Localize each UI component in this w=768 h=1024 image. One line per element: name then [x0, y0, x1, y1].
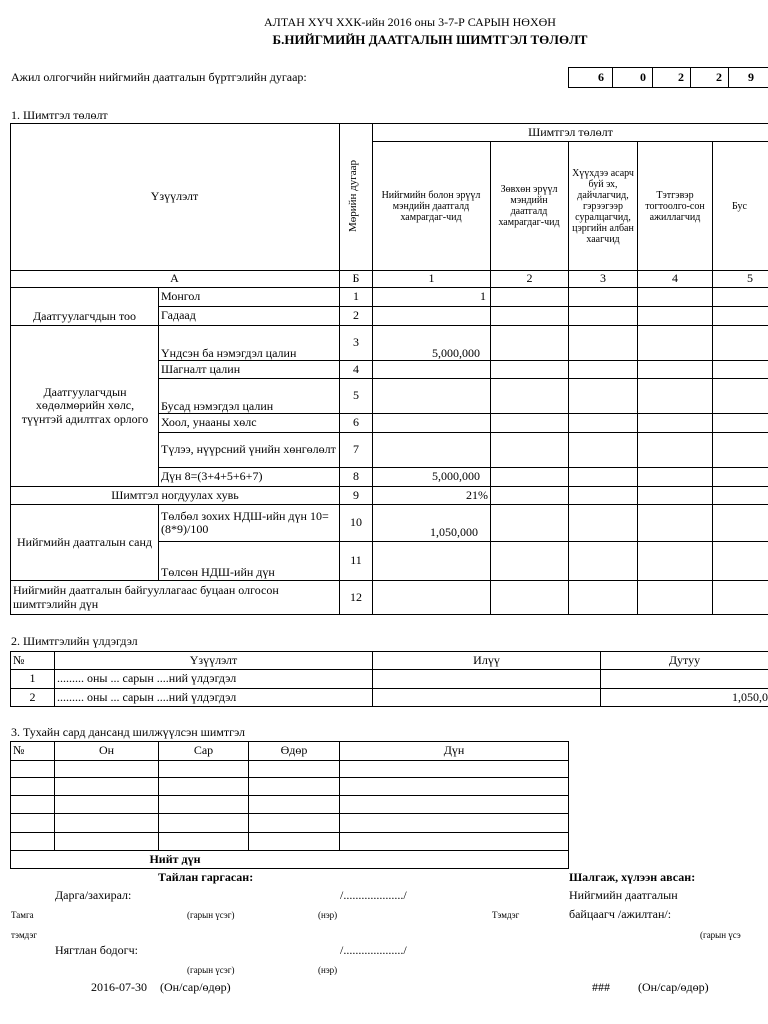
- row-label: Түлээ, нүүрсний үнийн хөнгөлөлт: [161, 442, 336, 457]
- code-b: Б: [352, 271, 360, 286]
- signature-hint: (гарын үсэг): [187, 965, 235, 975]
- header-line1: АЛТАН ХҮЧ ХХК-ийн 2016 оны 3-7-Р САРЫН НӨХӨН: [264, 15, 556, 29]
- group-wage: Даатгуулагчдын хөдөлмөрийн хөлс, түүнтэй адилтгах орлого: [21, 385, 149, 426]
- registration-digit: 9: [748, 69, 754, 84]
- registration-label: Ажил олгогчийн нийгмийн даатгалын бүртгэлийн дугаар:: [11, 70, 307, 84]
- row-value: [373, 414, 482, 432]
- row-value: 5,000,000: [432, 469, 480, 484]
- registration-digit: 6: [598, 69, 604, 84]
- row-number: 5: [353, 388, 359, 403]
- col3-header: Хүүхдээ асарч буй эх, дайчлагчид, гэрээгээр суралцагчид, цэргийн албан хаагчид: [572, 167, 634, 245]
- date-hint-right: (Он/сар/өдөр): [638, 980, 709, 994]
- col-indicator-header: Үзүүлэлт: [150, 189, 199, 204]
- s3-header-no: №: [13, 743, 25, 758]
- row-value: 21%: [466, 487, 488, 502]
- code-a: А: [170, 271, 179, 286]
- group-social: Нийгмийн даатгалын санд: [17, 534, 152, 549]
- name-hint: (нэр): [318, 910, 338, 920]
- received-date: ###: [592, 980, 610, 994]
- accountant-label: Нягтлан бодогч:: [55, 943, 138, 957]
- row-number: 10: [350, 515, 362, 530]
- code-4: 4: [672, 271, 678, 286]
- row-number: 12: [350, 589, 362, 604]
- s2-row-label: ......... оны ... сарын ....ний үлдэгдэл: [57, 671, 237, 686]
- received-label: Шалгаж, хүлээн авсан:: [569, 870, 696, 884]
- s3-header-day: Өдөр: [280, 743, 308, 758]
- s2-row-no: 1: [29, 671, 36, 686]
- code-1: 1: [428, 271, 435, 286]
- director-name-line: /..................../: [340, 888, 407, 902]
- col1-header: Нийгмийн болон эрүүл мэндийн даатгалд хамрагдаг-чид: [381, 189, 481, 223]
- row-number: 9: [353, 487, 359, 502]
- row-number: 4: [353, 361, 359, 376]
- row-label: Шимтгэл ногдуулах хувь: [111, 487, 239, 502]
- signature-hint: (гарын үсэг): [187, 910, 235, 920]
- row-label: Төлбөл зохих НДШ-ийн дүн 10=(8*9)/100: [161, 508, 329, 536]
- code-5: 5: [747, 271, 753, 286]
- registration-digit: 2: [716, 69, 722, 84]
- row-number: 7: [353, 442, 359, 457]
- s2-row-over: [373, 689, 600, 706]
- row-number: 6: [353, 415, 359, 430]
- s2-header-over: Илүү: [473, 652, 500, 667]
- row-value: [373, 379, 482, 413]
- s2-header-no: №: [13, 652, 25, 667]
- group-header: Шимтгэл төлөлт: [528, 124, 613, 139]
- row-value: [373, 307, 488, 325]
- row-label: Дүн 8=(3+4+5+6+7): [161, 469, 263, 484]
- row-label: Үндсэн ба нэмэгдэл цалин: [161, 345, 297, 360]
- section3-title: 3. Тухайн сард дансанд шилжүүлсэн шимтгэл: [11, 725, 245, 739]
- col-row-number-header: Мөрийн дугаар: [347, 159, 359, 233]
- s3-header-amount: Дүн: [443, 743, 465, 758]
- s2-row-over: [373, 670, 600, 688]
- row-label: Гадаад: [161, 308, 196, 323]
- name-hint: (нэр): [318, 965, 338, 975]
- row-value: [373, 433, 482, 467]
- s3-header-month: Сар: [193, 743, 214, 758]
- row-label: Бусад нэмэгдэл цалин: [161, 398, 274, 413]
- s2-row-no: 2: [29, 689, 36, 704]
- row-value: [373, 542, 482, 580]
- col4-header: Тэтгэвэр тогтоолго-сон ажиллагчид: [645, 189, 705, 223]
- s2-row-under: 1,050,0: [732, 689, 768, 704]
- row-value: 5,000,000: [432, 345, 480, 360]
- row-label: Шагналт цалин: [161, 361, 241, 376]
- stamp-label: Тамга: [11, 910, 34, 920]
- row-number: 3: [353, 335, 359, 350]
- s3-header-year: Он: [98, 743, 115, 758]
- prepared-label: Тайлан гаргасан:: [158, 870, 254, 884]
- code-3: 3: [600, 271, 606, 286]
- row-label: Хоол, унааны хөлс: [161, 415, 257, 430]
- row-number: 11: [350, 553, 362, 568]
- row-label: Төлсөн НДШ-ийн дүн: [161, 564, 275, 579]
- s2-header-indicator: Үзүүлэлт: [189, 652, 238, 667]
- row-number: 8: [353, 469, 359, 484]
- inspector-label-2: байцаагч /ажилтан/:: [569, 907, 672, 921]
- row-value: [373, 581, 482, 614]
- s3-total-label: Нийт дүн: [149, 851, 201, 866]
- row-label: Нийгмийн даатгалын байгууллагаас буцаан олгосон шимтгэлийн дүн: [13, 583, 279, 611]
- group-insured: Даатгуулагчдын тоо: [32, 308, 137, 323]
- row-label: Монгол: [161, 289, 201, 304]
- stamp-right-label: Тэмдэг: [492, 910, 520, 920]
- date-hint: (Он/сар/өдөр): [160, 980, 231, 994]
- report-date: 2016-07-30: [91, 980, 147, 994]
- signature-hint-right: (гарын үсэ: [700, 930, 741, 940]
- s2-header-under: Дутуу: [668, 652, 701, 667]
- section1-title: 1. Шимтгэл төлөлт: [11, 108, 108, 122]
- inspector-label-1: Нийгмийн даатгалын: [569, 888, 678, 902]
- accountant-name-line: /..................../: [340, 943, 407, 957]
- registration-digit: 0: [640, 69, 646, 84]
- stamp-label-2: тэмдэг: [11, 930, 37, 940]
- row-value: [373, 361, 482, 378]
- row-value: 1: [480, 289, 486, 304]
- row-number: 1: [353, 289, 359, 304]
- row-value: 1,050,000: [430, 524, 478, 539]
- col5-header: Бус: [732, 200, 747, 212]
- director-label: Дарга/захирал:: [55, 888, 132, 902]
- col2-header: Зөвхөн эрүүл мэндийн даатгалд хамрагдаг-чид: [498, 184, 560, 228]
- row-number: 2: [353, 308, 359, 323]
- s2-row-under: [601, 670, 768, 688]
- s2-row-label: ......... оны ... сарын ....ний үлдэгдэл: [57, 689, 237, 704]
- registration-digit: 2: [678, 69, 684, 84]
- page-title: Б.НИЙГМИЙН ДААТГАЛЫН ШИМТГЭЛ ТӨЛӨЛТ: [272, 32, 588, 47]
- code-2: 2: [526, 271, 533, 286]
- section2-title: 2. Шимтгэлийн үлдэгдэл: [11, 634, 138, 648]
